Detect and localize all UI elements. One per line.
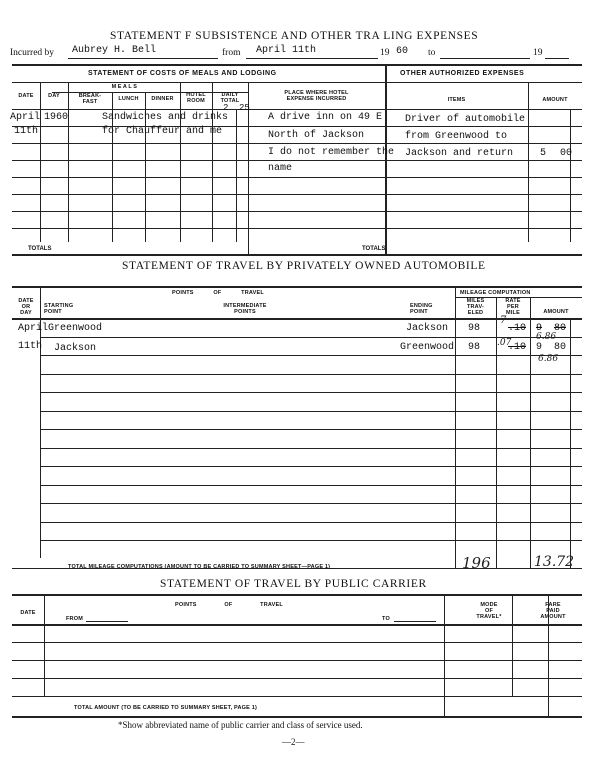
- item-amount-dollars: 5: [540, 148, 547, 159]
- to-year-prefix: 19: [533, 48, 543, 58]
- place-line-3: I do not remember the: [268, 147, 395, 158]
- col-ending-point: ENDING POINT: [410, 303, 433, 315]
- auto-row2-start: Jackson: [54, 343, 97, 354]
- row1-day: 1960: [44, 112, 69, 123]
- col-breakfast: BREAK- FAST: [78, 93, 102, 105]
- incurred-by-value: Aubrey H. Bell: [72, 45, 157, 56]
- auto-row1-rate-hand: 7: [500, 315, 507, 326]
- col-day: DAY: [48, 93, 60, 99]
- auto-total-miles: 196: [462, 554, 491, 572]
- auto-row2-amount-hand: 6.86: [538, 354, 559, 364]
- footnote: *Show abbreviated name of public carrier and class of service used.: [118, 720, 363, 730]
- auto-row1-rate-struck: .10: [508, 323, 527, 334]
- col-rate-per-mile: RATE PER MILE: [505, 298, 521, 316]
- from-value: April 11th: [256, 45, 317, 56]
- auto-col-amount: AMOUNT: [543, 309, 569, 315]
- place-line-1: A drive inn on 49 E: [268, 112, 383, 123]
- carrier-total-label: TOTAL AMOUNT (TO BE CARRIED TO SUMMARY SHEET, PAGE 1): [74, 705, 258, 711]
- meals-note-line2: for Chauffeur and me: [102, 126, 223, 137]
- daily-total-cents: 25: [239, 103, 250, 113]
- carrier-to-label: TO: [382, 616, 390, 622]
- row1-date: April: [10, 112, 41, 123]
- points-of-travel-label: POINTS OF TRAVEL: [172, 290, 264, 296]
- auto-row1-start: Greenwood: [48, 323, 103, 334]
- public-carrier-title: STATEMENT OF TRAVEL BY PUBLIC CARRIER: [160, 578, 427, 590]
- page-number: —2—: [282, 737, 305, 747]
- incurred-by-label: Incurred by: [10, 48, 55, 58]
- auto-travel-title: STATEMENT OF TRAVEL BY PRIVATELY OWNED AUTOMOBILE: [122, 260, 486, 272]
- item-line-3: Jackson and return: [405, 148, 514, 159]
- from-label: from: [222, 48, 241, 58]
- auto-row1-end: Jackson: [406, 323, 449, 334]
- auto-row1-amount-dollars: 9: [536, 323, 543, 334]
- col-items: ITEMS: [447, 97, 466, 103]
- totals-right-label: TOTALS: [362, 246, 386, 252]
- place-line-4: name: [268, 163, 293, 174]
- auto-row1-miles: 98: [468, 323, 481, 334]
- meals-label: MEALS: [111, 84, 139, 90]
- item-line-2: from Greenwood to: [405, 131, 508, 142]
- col-hotel-room: HOTEL ROOM: [186, 92, 206, 104]
- row2-date: 11th: [14, 126, 39, 137]
- auto-row2-end: Greenwood: [400, 342, 455, 353]
- auto-row2-amount-dollars: 9: [536, 342, 543, 353]
- carrier-col-mode: MODE OF TRAVEL*: [476, 602, 502, 620]
- carrier-col-date: DATE: [20, 610, 36, 616]
- auto-row2-amount-cents: 80: [554, 342, 567, 353]
- totals-left-label: TOTALS: [28, 246, 52, 252]
- col-daily-total: DAILY TOTAL: [220, 92, 240, 104]
- col-starting-point: STARTING POINT: [44, 303, 74, 315]
- meals-note-line1: Sandwiches and drinks: [102, 112, 229, 123]
- place-line-2: North of Jackson: [268, 130, 365, 141]
- col-miles-traveled: MILES TRAV- ELED: [466, 298, 485, 316]
- auto-row1-date: April: [18, 323, 49, 334]
- auto-row2-miles: 98: [468, 342, 481, 353]
- other-expenses-title: OTHER AUTHORIZED EXPENSES: [400, 70, 525, 77]
- auto-row2-rate-hand: .07: [497, 338, 512, 348]
- auto-total-amount: 13.72: [534, 554, 575, 570]
- col-amount: AMOUNT: [542, 97, 568, 103]
- col-place: PLACE WHERE HOTEL EXPENSE INCURRED: [284, 90, 349, 102]
- daily-total-dollars: 2: [223, 103, 229, 113]
- carrier-points-of-travel: POINTS OF TRAVEL: [175, 602, 283, 608]
- col-lunch: LUNCH: [118, 96, 139, 102]
- year-value: 60: [396, 46, 409, 57]
- item-amount-cents: 00: [560, 148, 573, 159]
- auto-row2-rate-struck: .10: [508, 342, 527, 353]
- mileage-computation-label: MILEAGE COMPUTATION: [460, 290, 531, 296]
- col-intermediate-points: INTERMEDIATE POINTS: [223, 303, 267, 315]
- auto-row1-amount-hand: 6.86: [536, 332, 557, 342]
- item-line-1: Driver of automobile: [405, 114, 526, 125]
- auto-col-date: DATE OR DAY: [18, 298, 34, 316]
- carrier-from-label: FROM: [66, 616, 83, 622]
- meals-section-title: STATEMENT OF COSTS OF MEALS AND LODGING: [88, 70, 277, 77]
- year-prefix: 19: [380, 48, 390, 58]
- auto-total-label: TOTAL MILEAGE COMPUTATIONS (AMOUNT TO BE CARRIED TO SUMMARY SHEET—PAGE 1): [68, 564, 331, 570]
- col-date: DATE: [18, 93, 34, 99]
- to-label: to: [428, 48, 436, 58]
- page-title: STATEMENT F SUBSISTENCE AND OTHER TRA LING EXPENSES: [110, 30, 479, 42]
- col-dinner: DINNER: [151, 96, 174, 102]
- carrier-col-fare: FARE PAID AMOUNT: [540, 602, 566, 620]
- auto-row2-date: 11th: [18, 341, 43, 352]
- auto-row1-amount-cents: 80: [554, 323, 567, 334]
